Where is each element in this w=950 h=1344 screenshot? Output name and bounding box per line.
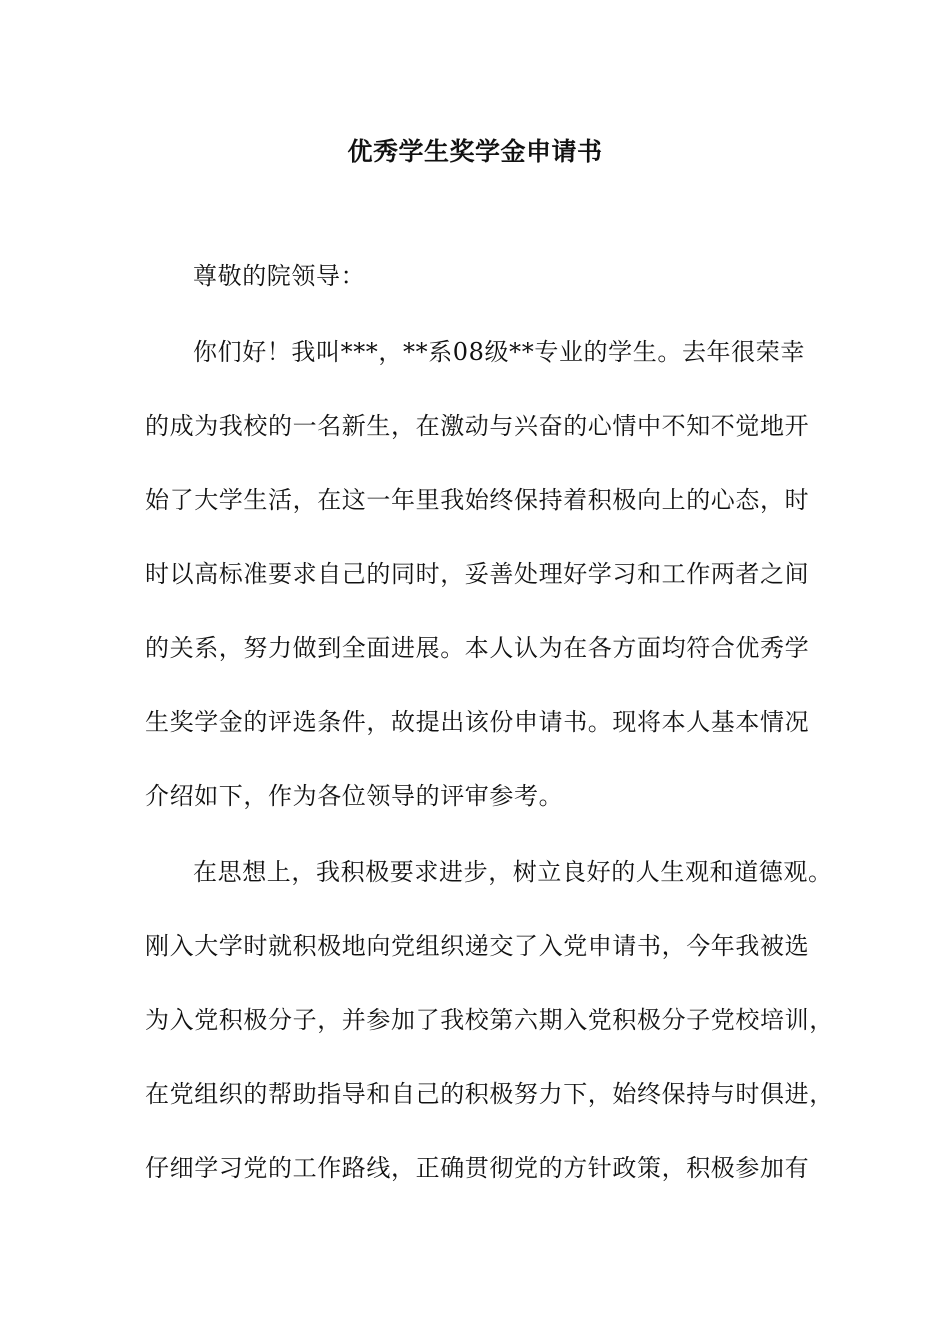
paragraph-line: 的关系，努力做到全面进展。本人认为在各方面均符合优秀学 bbox=[145, 634, 810, 662]
salutation: 尊敬的院领导： bbox=[193, 262, 366, 290]
paragraph-line: 生奖学金的评选条件，故提出该份申请书。现将本人基本情况 bbox=[145, 708, 810, 736]
paragraph-line: 在思想上，我积极要求进步，树立良好的人生观和道德观。 bbox=[193, 858, 833, 886]
paragraph-line: 刚入大学时就积极地向党组织递交了入党申请书，今年我被选 bbox=[145, 932, 810, 960]
paragraph-line: 你们好！我叫***，**系08级**专业的学生。去年很荣幸 bbox=[193, 338, 805, 366]
document-title: 优秀学生奖学金申请书 bbox=[347, 137, 603, 166]
paragraph-line: 始了大学生活，在这一年里我始终保持着积极向上的心态，时 bbox=[145, 486, 810, 514]
paragraph-line: 的成为我校的一名新生，在激动与兴奋的心情中不知不觉地开 bbox=[145, 412, 810, 440]
paragraph-line: 时以高标准要求自己的同时，妥善处理好学习和工作两者之间 bbox=[145, 560, 810, 588]
paragraph-line: 为入党积极分子，并参加了我校第六期入党积极分子党校培训， bbox=[145, 1006, 834, 1034]
paragraph-line: 介绍如下，作为各位领导的评审参考。 bbox=[145, 782, 564, 810]
paragraph-line: 在党组织的帮助指导和自己的积极努力下，始终保持与时俱进， bbox=[145, 1080, 834, 1108]
paragraph-line: 仔细学习党的工作路线，正确贯彻党的方针政策，积极参加有 bbox=[145, 1154, 810, 1182]
